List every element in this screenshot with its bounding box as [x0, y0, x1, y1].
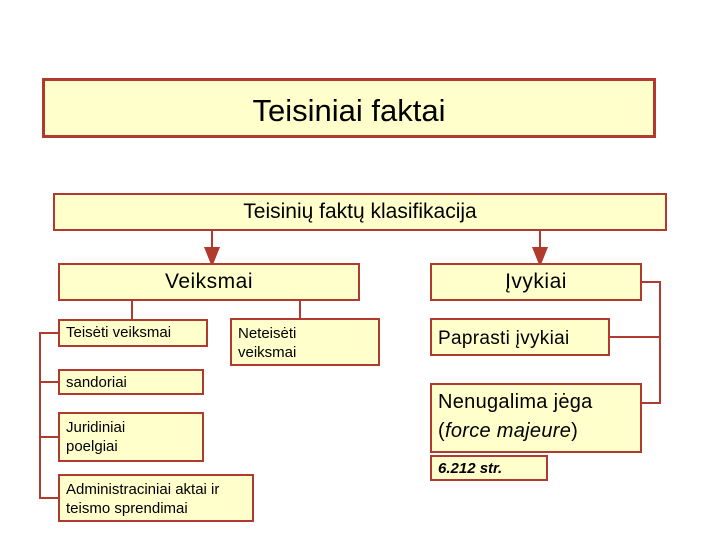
unlawful-actions-label: Neteisėti veiksmai [238, 325, 297, 361]
lawful-actions-label: Teisėti veiksmai [66, 324, 172, 341]
events-label: Įvykiai [505, 270, 567, 293]
legal-conduct-label: Juridiniai poelgiai [66, 419, 126, 455]
ordinary-events-label: Paprasti įvykiai [438, 328, 570, 349]
force-majeure-italic: force majeure [444, 420, 572, 442]
actions-label: Veiksmai [164, 270, 254, 293]
paren-open: ( [438, 420, 445, 442]
unlawful-actions-box [230, 318, 380, 366]
ordinary-events-box [430, 318, 610, 356]
lawful-actions-box [58, 319, 208, 347]
legal-conduct-box [58, 412, 204, 462]
paren-close: ) [571, 420, 579, 442]
admin-acts-label: Administraciniai aktai ir teismo sprendimai [66, 481, 220, 517]
title-box [42, 78, 656, 138]
events-box [430, 263, 642, 301]
article-reference-box [430, 455, 548, 481]
teiseti-bracket [40, 333, 58, 498]
classification-label: Teisinių faktų klasifikacija [243, 200, 477, 223]
actions-box [58, 263, 360, 301]
diagram-title: Teisiniai faktai [252, 93, 446, 128]
force-majeure-term [438, 420, 578, 443]
force-majeure-label: Nenugalima jėga [438, 391, 593, 413]
article-reference: 6.212 str. [438, 460, 503, 477]
classification-box [53, 193, 667, 231]
force-majeure-box [430, 383, 642, 453]
admin-acts-box [58, 474, 254, 522]
ivykiai-bracket [642, 282, 660, 403]
transactions-box [58, 369, 204, 395]
transactions-label: sandoriai [66, 374, 127, 391]
